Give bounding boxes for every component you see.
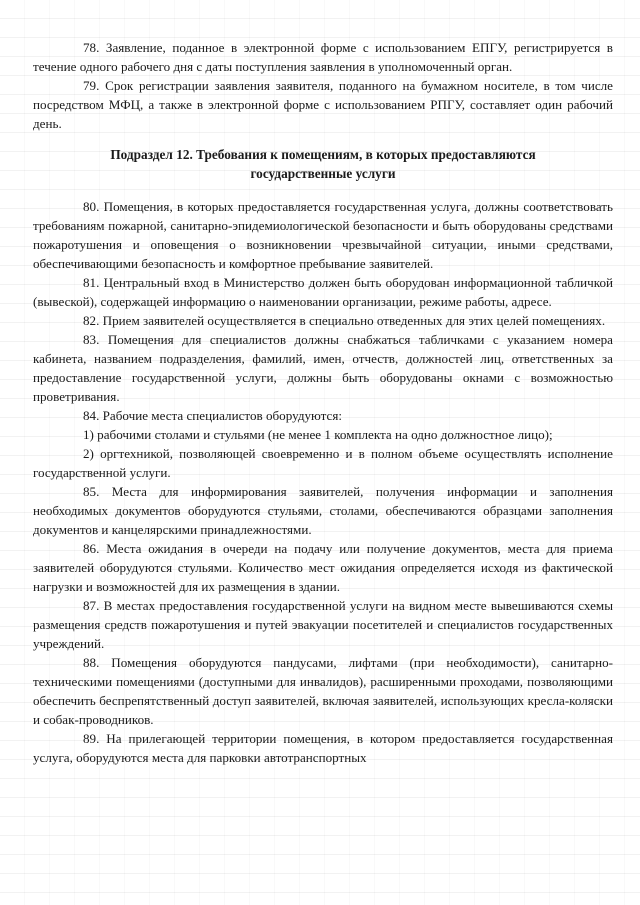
paragraph-86: 86. Места ожидания в очереди на подачу или получение документов, места для приема заявителей оборудуются стульями. Количество мест ожидания определяется исходя из фактической нагрузки и возможностей для их размещения в здании. [33,541,613,594]
page-content [33,38,613,767]
paragraph-82: 82. Прием заявителей осуществляется в специально отведенных для этих целей помещениях. [83,313,606,328]
paragraph-83: 83. Помещения для специалистов должны снабжаться табличками с указанием номера кабинета, названием подразделения, фамилий, имен, отчеств, должностей лиц, ответственных за предоставление государственной услуги, должны быть оборудованы окнами с возможностью проветривания. [33,332,613,404]
paragraph-81: 81. Центральный вход в Министерство должен быть оборудован информационной табличкой (вывеской), содержащей информацию о наименовании организации, режиме работы, адресе. [33,275,613,309]
paragraph-80: 80. Помещения, в которых предоставляется государственная услуга, должны соответствовать требованиям пожарной, санитарно-эпидемиологической безопасности и быть оборудованы средствами пожаротушения и оповещения о возникновении чрезвычайной ситуации, иными средствами, обеспечивающими безопасность и комфортное пребывание заявителей. [33,199,613,271]
paragraph-87: 87. В местах предоставления государственной услуги на видном месте вывешиваются схемы размещения средств пожаротушения и путей эвакуации посетителей и специалистов государственных учреждений. [33,598,613,651]
paragraph-79: 79. Срок регистрации заявления заявителя, поданного на бумажном носителе, в том числе посредством МФЦ, а также в электронной форме с использованием РПГУ, составляет один рабочий день. [33,78,613,131]
subsection-heading: Подраздел 12. Требования к помещениям, в которых предоставляются государственные услуги [110,147,536,181]
list-item-2: 2) оргтехникой, позволяющей своевременно и в полном объеме осуществлять исполнение государственной услуги. [33,446,613,480]
paragraph-85: 85. Места для информирования заявителей, получения информации и заполнения необходимых документов оборудуются стульями, столами, обеспечиваются образцами заполнения документов и канцелярскими принадлежностями. [33,484,613,537]
paragraph-89: 89. На прилегающей территории помещения, в котором предоставляется государственная услуга, оборудуются места для парковки автотранспортных [33,731,613,765]
list-item-1: 1) рабочими столами и стульями (не менее 1 комплекта на одно должностное лицо); [83,427,553,442]
paragraph-78: 78. Заявление, поданное в электронной форме с использованием ЕПГУ, регистрируется в течение одного рабочего дня с даты поступления заявления в уполномоченный орган. [33,40,613,74]
paragraph-84: 84. Рабочие места специалистов оборудуются: [83,408,342,423]
paragraph-88: 88. Помещения оборудуются пандусами, лифтами (при необходимости), санитарно-техническими помещениями (доступными для инвалидов), расширенными проходами, позволяющими обеспечить беспрепятственный доступ заявителей, включая заявителей, использующих кресла-коляски и собак-проводников. [33,655,613,727]
